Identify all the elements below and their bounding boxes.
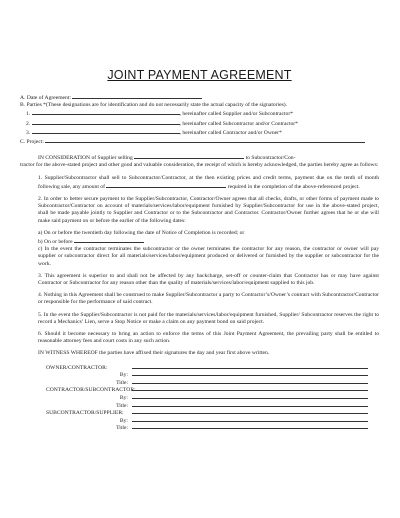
signature-party-line[interactable] [132,363,368,369]
signature-party-label: CONTRACTOR/SUBCONTRACTOR: [46,387,136,394]
signature-party-label: OWNER/CONTRACTOR: [46,364,108,371]
signature-by-line[interactable] [132,370,368,376]
parties-heading: B. Parties *(These designations are for identification and do not necessarily state the actual capacity of the signatories). [20,102,288,109]
paragraph-6: 6. Should it become necessary to bring an action to enforce the terms of this Joint Payment Agreement, the prevailing party shall be entitled to reasonable attorney fees and court costs in any such action. [38,331,379,345]
signature-block-contractor-subcontractor [46,385,379,408]
signature-party-label: SUBCONTRACTOR/SUPPLIER: [46,410,124,417]
date-of-agreement-row [20,93,379,102]
signature-block-subcontractor-supplier [46,408,379,431]
signature-party-line[interactable] [132,408,368,414]
paragraph-1-text: 1. Supplier/Subcontractor shall sell to Subcontractor/Contractor, at the then existing prices and credit terms, payment due on the tenth of month following sale, any amount of [38,174,379,190]
signature-title-line[interactable] [132,401,368,407]
party-number: 2. [26,120,31,127]
paragraph-5: 5. In the event the Supplier/Subcontractor is not paid for the materials/services/labor/equipment furnished, Supplier/ Subcontractor reserves the right to record a Mechanics’ Lien, serve a Stop Notice or make a claim on any payment bond on said project. [38,311,379,325]
amount-line[interactable] [106,182,226,188]
party-row-1 [20,109,379,118]
party-number: 1. [26,111,31,118]
signature-title-line[interactable] [132,423,368,429]
paragraph-2: 2. In order to better secure payment to the Supplier/Subcontractor, Contractor/Owner agrees that all checks, drafts, or other forms of payment made to Subcontractor/Contractor on account of materials/services/labor/equipment furnished by Supplier/Subcontractor for use in the above-stated project, shall be made payable jointly to Supplier and Contractor or to the Subcontractor and Contractor. Contractor/Owner further agrees that he or she will make said payment on or before the earlier of the following dates: [38,196,379,224]
signature-title-label: Title: [116,425,128,432]
party-1-line[interactable] [32,109,180,115]
party-2-line[interactable] [32,119,180,125]
date-option-c: c) In the event the contractor terminates the subcontractor or the owner terminates the contractor for any reason, the contractor or owner will pay supplier or subcontractor direct for all materials/services/labor/equipment produced or delivered or furnished by the supplier or subcontractor for the work. [38,246,379,267]
date-option-b [20,237,379,246]
paragraph-1-text-end: required in the completion of the above-referenced project. [227,183,360,190]
signature-by-label: By: [119,372,128,379]
party-role: , hereinafter called Contractor and/or Owner* [179,129,282,136]
supplier-selling-line[interactable] [134,153,244,159]
signature-block-owner-contractor [46,363,379,386]
consideration-paragraph: tractor for the above-stated project and other good and valuable consideration, the receipt of which is hereby acknowledged, the parties hereby agree as follows: [20,162,379,169]
consideration-text-2: to Subcontractor/Con- [245,155,296,162]
paragraph-4: 4. Nothing in this Agreement shall be construed to make Supplier/Subcontractor a party to Contractor’s/Owner’s contract with Subcontractor/Contractor or responsible for the performance of said contract. [38,292,379,306]
party-role: , hereinafter called Supplier and/or Subcontractor* [179,111,293,118]
date-option-b-line[interactable] [74,237,144,243]
signature-title-label: Title: [116,402,128,409]
party-role: , hereinafter called Subcontractor and/or Contractor* [179,120,298,127]
signature-by-label: By: [119,395,128,402]
date-option-b-label: b) On or before [38,239,73,246]
party-number: 3. [26,129,31,136]
document-title: JOINT PAYMENT AGREEMENT [107,68,292,82]
signature-by-line[interactable] [132,393,368,399]
project-line[interactable] [45,137,365,143]
date-of-agreement-line[interactable] [72,93,202,99]
signature-by-label: By: [119,417,128,424]
signature-party-line[interactable] [132,385,368,391]
project-row [20,137,379,146]
paragraph-3: 3. This agreement is superior to and shall not be affected by any backcharge, set-off or counter-claim that Contractor has or may have against Contractor or Subcontractor for any reason other than the quality of materials/services/labor/equipment supplied to this job. [38,272,379,287]
consideration-text: IN CONSIDERATION of Supplier selling [38,155,133,162]
paragraph-1 [20,175,379,191]
signature-title-label: Title: [116,379,128,386]
party-3-line[interactable] [32,128,180,134]
project-label: C. Project: [20,139,44,146]
date-option-a: a) On or before the twentieth day following the date of Notice of Completion is recorded; or [38,229,245,236]
signature-by-line[interactable] [132,416,368,422]
signature-title-line[interactable] [132,378,368,384]
witness-statement: IN WITNESS WHEREOF the parties have affixed their signatures the day and year first above written. [38,350,270,357]
party-row-3 [20,128,379,137]
date-of-agreement-label: A. Date of Agreement: [20,95,71,101]
party-row-2 [20,119,379,128]
